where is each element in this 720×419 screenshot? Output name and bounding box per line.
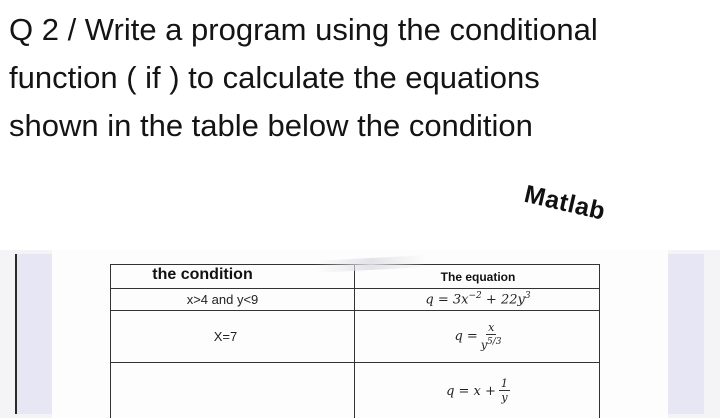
condition-cell-2: X=7 (213, 329, 238, 344)
fraction: $\frac{1}{y}$ (500, 377, 508, 404)
equation-cell-2: q = $\frac{x}{y^{5/3}}$ (454, 320, 502, 352)
column-divider (354, 265, 355, 418)
header-equation: The equation (440, 269, 516, 284)
photo-left-edge (15, 254, 53, 414)
table-row (111, 311, 599, 363)
fraction: $\frac{x}{y^{5/3}}$ (480, 320, 502, 352)
question-line-1: Q 2 / Write a program using the conditional (9, 12, 598, 47)
table-row (111, 289, 599, 311)
question-text (9, 6, 714, 150)
equation-cell-1: $q = 3x^{-2} + 22y^3$ (425, 291, 531, 308)
photo-right-edge (668, 254, 704, 414)
equation-cell-3: q = x + $\frac{1}{y}$ (446, 377, 508, 404)
header-condition: the condition (152, 266, 253, 283)
language-tag: Matlab (521, 180, 609, 226)
table-row (111, 363, 599, 419)
condition-cell-1: x>4 and y<9 (186, 292, 259, 307)
question-line-2: function ( if ) to calculate the equations (9, 60, 540, 95)
question-line-3: shown in the table below the condition (9, 108, 533, 143)
conditions-table (110, 264, 600, 418)
